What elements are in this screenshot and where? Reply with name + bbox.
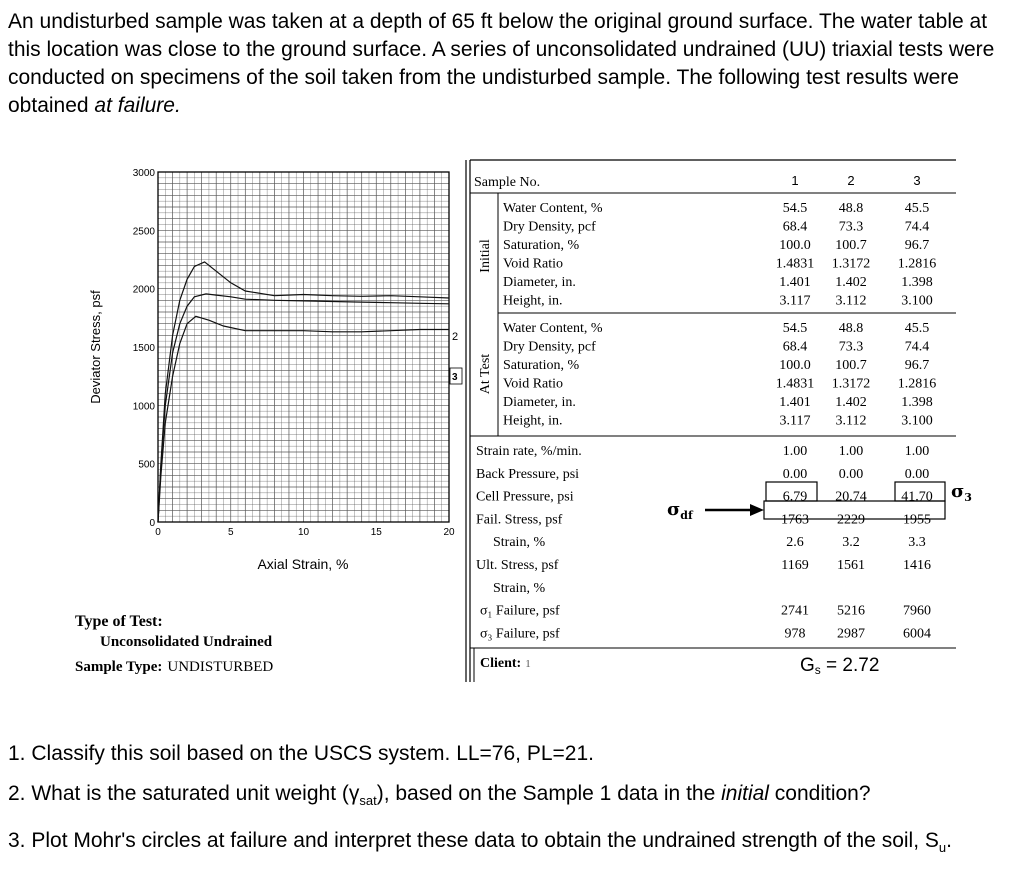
test-type-heading: Type of Test: xyxy=(75,613,163,630)
row-value: 3.3 xyxy=(908,535,926,551)
gs-label: G xyxy=(800,655,815,676)
row-value: 3.117 xyxy=(779,413,811,429)
question-2-text-before: What is the saturated unit weight ( xyxy=(31,782,349,805)
sample-type xyxy=(75,659,273,675)
row-value: 2.6 xyxy=(786,535,804,551)
row-label: Dry Density, pcf xyxy=(503,339,596,355)
question-3-number: 3. xyxy=(8,829,26,853)
row-label: Strain rate, %/min. xyxy=(476,444,582,459)
client xyxy=(480,656,531,671)
row-value: 3.112 xyxy=(835,293,867,309)
y-tick-label: 1000 xyxy=(132,401,155,413)
row-value: 1.3172 xyxy=(831,256,871,272)
client-value: 1 xyxy=(525,658,531,670)
sigma-df-label xyxy=(667,499,694,522)
sigma-df-symbol: σ xyxy=(667,499,681,520)
row-label: Void Ratio xyxy=(503,376,564,392)
row-value: 100.0 xyxy=(779,358,811,373)
x-tick-label: 20 xyxy=(443,527,455,538)
row-value: 68.4 xyxy=(782,339,808,355)
row-value: 1.402 xyxy=(835,395,867,410)
test-type-value: Unconsolidated Undrained xyxy=(100,634,273,650)
problem-intro: An undisturbed sample was taken at a depth of 65 ft below the original ground surface. The water table at this location was close to the ground surface. A series of unconsolidated undrained (UU) triaxial tests were conducted on specimens of the soil taken from the undisturbed sample. The following test results were obtained xyxy=(8,10,995,117)
results-table xyxy=(466,160,956,682)
row-value: 3.2 xyxy=(842,535,860,551)
test-info xyxy=(75,613,273,675)
y-tick-label: 3000 xyxy=(132,168,155,179)
client-label: Client: xyxy=(480,656,522,671)
row-value: 96.7 xyxy=(904,238,930,253)
row-value: 48.8 xyxy=(838,321,864,336)
sample-number-2: 2 xyxy=(847,173,855,188)
row-value: 1.401 xyxy=(779,395,811,410)
gamma-symbol: γ xyxy=(348,782,360,805)
question-2-italic: initial xyxy=(721,782,769,805)
row-value: 48.8 xyxy=(838,201,864,216)
row-value: 2741 xyxy=(781,603,809,619)
row-label: Diameter, in. xyxy=(503,275,576,290)
row-label: Cell Pressure, psi xyxy=(476,489,574,505)
row-value: 41.70 xyxy=(901,489,933,505)
x-tick-label: 5 xyxy=(227,527,234,538)
row-value: 1.2816 xyxy=(897,256,937,272)
row-value: 68.4 xyxy=(782,219,808,235)
sample-type-value: UNDISTURBED xyxy=(167,659,274,675)
sample-no-label: Sample No. xyxy=(474,175,541,190)
row-value: 100.7 xyxy=(835,358,867,373)
row-value: 0.00 xyxy=(782,466,808,482)
row-value: 74.4 xyxy=(904,339,930,355)
row-label: Strain, % xyxy=(493,535,546,551)
row-value: 100.0 xyxy=(779,238,811,253)
question-1-text: Classify this soil based on the USCS system. LL=76, PL=21. xyxy=(31,742,594,765)
sigma-3-label xyxy=(951,481,972,504)
x-tick-label: 0 xyxy=(155,527,161,538)
curve-label-2: 2 xyxy=(452,331,459,343)
row-label: σ₁ Failure, psf xyxy=(480,603,560,619)
row-value: 1955 xyxy=(903,512,931,528)
chart-x-axis-label: Axial Strain, % xyxy=(257,556,349,572)
row-value: 100.7 xyxy=(835,238,867,253)
row-value: 1416 xyxy=(903,558,931,573)
row-value: 54.5 xyxy=(782,201,808,216)
row-value: 6004 xyxy=(903,626,931,642)
sample-type-label: Sample Type: xyxy=(75,659,163,675)
row-value: 3.100 xyxy=(901,293,933,309)
specific-gravity xyxy=(800,655,879,677)
row-value: 1.398 xyxy=(901,275,933,290)
row-value: 5216 xyxy=(837,603,865,619)
y-tick-label: 0 xyxy=(149,518,155,529)
row-value: 7960 xyxy=(903,603,931,619)
question-2-text-after: condition? xyxy=(768,782,871,805)
question-2 xyxy=(8,774,1008,821)
y-tick-label: 500 xyxy=(138,459,155,471)
sigma-df-subscript: df xyxy=(680,509,693,522)
row-value: 6.79 xyxy=(782,489,808,505)
row-value: 1763 xyxy=(781,512,809,528)
row-value: 0.00 xyxy=(904,466,930,482)
initial-rows xyxy=(503,201,936,309)
sigma-3-symbol: σ xyxy=(951,481,965,502)
initial-label: Initial xyxy=(478,239,493,273)
sigma-3-subscript: 3 xyxy=(964,491,972,504)
row-value: 1.00 xyxy=(782,444,808,459)
x-tick-label: 15 xyxy=(370,527,382,538)
row-value: 3.112 xyxy=(835,413,867,429)
row-label: Water Content, % xyxy=(503,201,603,216)
row-label: Saturation, % xyxy=(503,358,580,373)
row-value: 3.100 xyxy=(901,413,933,429)
row-value: 1.4831 xyxy=(775,256,815,272)
row-value: 2987 xyxy=(837,626,865,642)
row-label: Back Pressure, psi xyxy=(476,466,580,482)
sample-number-3: 3 xyxy=(913,173,921,188)
row-label: Ult. Stress, psf xyxy=(476,558,559,573)
row-value: 2229 xyxy=(837,512,865,528)
question-1-number: 1. xyxy=(8,742,26,765)
row-label: Water Content, % xyxy=(503,321,603,336)
row-value: 45.5 xyxy=(904,201,930,216)
stress-strain-chart xyxy=(88,168,462,572)
chart-grid xyxy=(158,172,449,522)
row-value: 74.4 xyxy=(904,219,930,235)
row-value: 1.3172 xyxy=(831,376,871,392)
question-2-text-mid: ), based on the Sample 1 data in the xyxy=(376,782,722,805)
row-value: 1.402 xyxy=(835,275,867,290)
row-label: Height, in. xyxy=(503,413,563,429)
problem-intro-italic: at failure. xyxy=(94,94,181,117)
row-label: Strain, % xyxy=(493,580,546,596)
y-tick-label: 1500 xyxy=(132,343,155,354)
arrow-head-icon xyxy=(750,504,764,516)
x-tick-label: 10 xyxy=(297,527,310,538)
row-label: Height, in. xyxy=(503,293,563,309)
question-1 xyxy=(8,734,1008,774)
row-value: 45.5 xyxy=(904,321,930,336)
row-label: Fail. Stress, psf xyxy=(476,512,563,528)
sample-numbers xyxy=(791,173,920,188)
su-subscript: u xyxy=(938,840,947,856)
row-value: 1.00 xyxy=(838,444,864,459)
row-value: 1.401 xyxy=(779,275,811,290)
at-test-rows xyxy=(503,321,936,429)
row-value: 20.74 xyxy=(835,489,867,505)
chart-y-axis-label: Deviator Stress, psf xyxy=(88,290,103,404)
row-label: Diameter, in. xyxy=(503,395,576,410)
y-tick-label: 2500 xyxy=(132,226,155,238)
row-value: 0.00 xyxy=(838,466,864,482)
question-3-text-before: Plot Mohr's circles at failure and interpret these data to obtain the undrained strength of the soil, S xyxy=(31,829,939,853)
question-2-number: 2. xyxy=(8,782,26,805)
at-test-label: At Test xyxy=(478,353,493,395)
curve-label-3: 3 xyxy=(452,372,458,383)
gamma-subscript: sat xyxy=(359,793,377,809)
row-label: σ₃ Failure, psf xyxy=(480,626,560,642)
row-value: 96.7 xyxy=(904,358,930,373)
gs-subscript: s xyxy=(814,663,821,677)
y-tick-label: 2000 xyxy=(132,284,155,296)
question-list xyxy=(8,734,1008,862)
row-value: 3.117 xyxy=(779,293,811,309)
question-3-text-after: . xyxy=(946,829,952,853)
row-value: 1.4831 xyxy=(775,376,815,392)
row-value: 978 xyxy=(784,626,806,642)
row-label: Void Ratio xyxy=(503,256,564,272)
row-value: 54.5 xyxy=(782,321,808,336)
row-value: 1.00 xyxy=(904,444,930,459)
row-label: Saturation, % xyxy=(503,238,580,253)
sample-number-1: 1 xyxy=(791,173,799,188)
row-value: 73.3 xyxy=(838,219,864,235)
row-value: 1169 xyxy=(781,558,809,573)
row-value: 1.2816 xyxy=(897,376,937,392)
question-3 xyxy=(8,827,1008,862)
lower-rows xyxy=(476,444,933,641)
row-label: Dry Density, pcf xyxy=(503,219,596,235)
row-value: 73.3 xyxy=(838,339,864,355)
row-value: 1.398 xyxy=(901,395,933,410)
row-value: 1561 xyxy=(837,558,865,573)
gs-value: = 2.72 xyxy=(820,655,880,676)
